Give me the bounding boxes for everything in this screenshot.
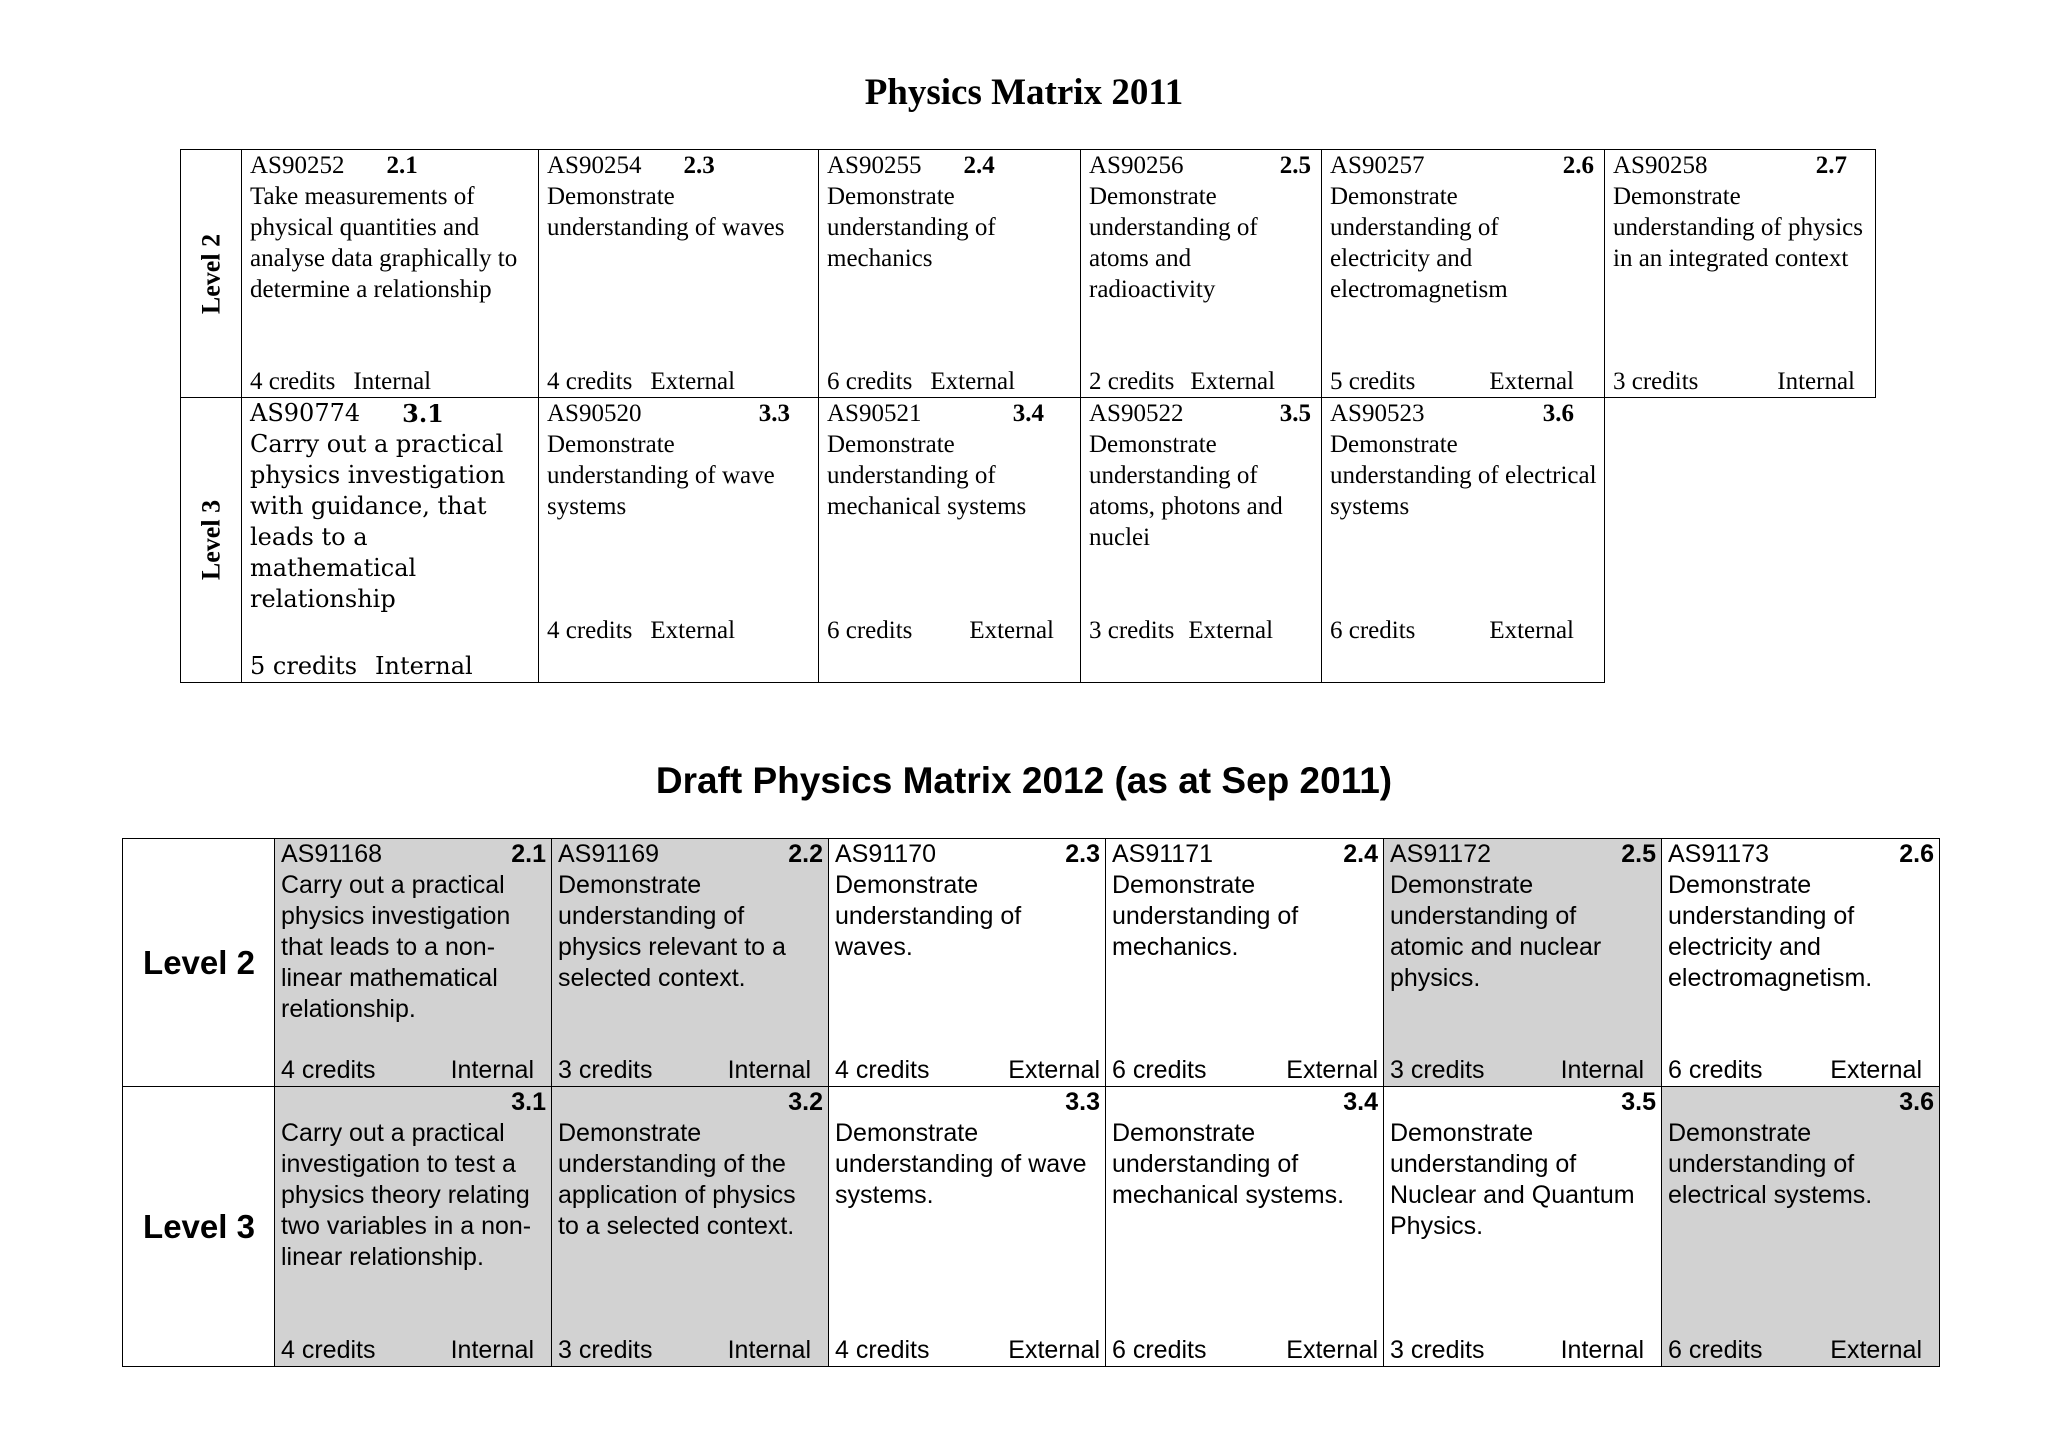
page-title-2011: Physics Matrix 2011	[864, 72, 1184, 113]
standard-cell	[1384, 1087, 1662, 1367]
standard-credits: 2 credits	[1089, 368, 1175, 395]
standard-cell	[539, 150, 819, 398]
standard-description: Demonstrate understanding of mechanics	[827, 183, 996, 272]
standard-credits: 4 credits	[250, 368, 336, 395]
standard-credits: 4 credits	[547, 368, 633, 395]
standard-cell	[1384, 839, 1662, 1087]
standard-code: AS90254	[547, 152, 642, 179]
standard-code: AS91173	[1668, 840, 1770, 868]
standard-code: AS91172	[1390, 840, 1492, 868]
standard-credits: 6 credits	[1668, 1336, 1763, 1364]
table-row	[181, 398, 1876, 683]
standard-credits: 3 credits	[558, 1336, 653, 1364]
standard-assessment: Internal	[727, 1056, 811, 1084]
standard-number: 3.6	[1542, 400, 1574, 427]
standard-description: Demonstrate understanding of atoms, photons and nuclei	[1089, 431, 1283, 551]
standard-cell	[275, 839, 552, 1087]
standard-credits: 4 credits	[547, 617, 633, 644]
standard-description: Demonstrate understanding of electricity and electromagnetism.	[1668, 871, 1873, 992]
table-row	[123, 1087, 1940, 1367]
standard-cell	[1605, 150, 1876, 398]
standard-number: 2.5	[1621, 840, 1656, 868]
standard-credits: 3 credits	[1089, 617, 1175, 644]
standard-credits: 4 credits	[281, 1056, 376, 1084]
standard-credits: 6 credits	[827, 617, 913, 644]
standard-assessment: External	[930, 368, 1016, 395]
level-label: Level 3	[181, 398, 242, 683]
standard-credits: 6 credits	[1330, 617, 1416, 644]
standard-cell	[275, 1087, 552, 1367]
standard-assessment: Internal	[450, 1056, 534, 1084]
standard-assessment: External	[1008, 1336, 1100, 1364]
standard-code: AS90257	[1330, 152, 1425, 179]
standard-cell	[829, 839, 1106, 1087]
standard-credits: 4 credits	[835, 1056, 930, 1084]
standard-code: AS90255	[827, 152, 922, 179]
page-title-2012: Draft Physics Matrix 2012 (as at Sep 2011)	[655, 760, 1393, 801]
standard-credits: 6 credits	[1112, 1056, 1207, 1084]
table-row	[123, 839, 1940, 1087]
standard-credits: 6 credits	[827, 368, 913, 395]
standard-credits: 3 credits	[1390, 1056, 1485, 1084]
standard-credits: 4 credits	[835, 1336, 930, 1364]
standard-code: AS91168	[281, 840, 383, 868]
standard-code: AS90520	[547, 400, 642, 427]
standard-assessment: External	[969, 617, 1054, 644]
standard-assessment: Internal	[1560, 1056, 1644, 1084]
standard-assessment: Internal	[450, 1336, 534, 1364]
standard-credits: 3 credits	[558, 1056, 653, 1084]
matrix-2011-table	[180, 149, 1876, 683]
standard-code: AS91170	[835, 840, 937, 868]
level-label: Level 3	[123, 1087, 275, 1367]
standard-cell	[1662, 1087, 1940, 1367]
standard-assessment: External	[1489, 617, 1574, 644]
empty-cell	[1605, 398, 1876, 683]
standard-cell	[242, 150, 539, 398]
standard-assessment: External	[1188, 617, 1274, 644]
standard-number: 3.4	[1343, 1088, 1378, 1116]
standard-cell	[1106, 839, 1384, 1087]
standard-cell	[1322, 398, 1605, 683]
standard-description: Demonstrate understanding of the application of physics to a selected context.	[558, 1119, 796, 1240]
standard-description: Demonstrate understanding of electrical systems	[1330, 431, 1597, 520]
level-label: Level 2	[123, 839, 275, 1087]
standard-number: 3.1	[402, 399, 444, 428]
standard-number: 2.5	[1279, 152, 1311, 179]
standard-number: 3.1	[511, 1088, 546, 1116]
standard-credits: 3 credits	[1390, 1336, 1485, 1364]
standard-assessment: External	[650, 368, 736, 395]
level-label: Level 2	[181, 150, 242, 398]
standard-credits: 3 credits	[1613, 368, 1699, 395]
standard-cell	[242, 398, 539, 683]
standard-number: 2.6	[1562, 152, 1594, 179]
matrix-2012-table	[122, 838, 1940, 1367]
standard-code: AS90523	[1330, 400, 1425, 427]
standard-description: Carry out a practical investigation to test a physics theory relating two variables in a non-linear relationship.	[281, 1119, 532, 1271]
standard-cell	[1322, 150, 1605, 398]
standard-description: Demonstrate understanding of electricity and electromagnetism	[1330, 183, 1508, 303]
standard-description: Demonstrate understanding of mechanics.	[1112, 871, 1299, 961]
standard-description: Carry out a practical physics investigation that leads to a non-linear mathematical relationship.	[281, 871, 511, 1023]
standard-description: Demonstrate understanding of mechanical systems.	[1112, 1119, 1345, 1209]
standard-assessment: Internal	[375, 652, 473, 680]
standard-code: AS90252	[250, 152, 345, 179]
standard-number: 2.4	[963, 152, 995, 179]
standard-assessment: External	[1830, 1056, 1922, 1084]
standard-assessment: External	[1286, 1056, 1378, 1084]
standard-description: Demonstrate understanding of atoms and radioactivity	[1089, 183, 1258, 303]
standard-number: 2.1	[511, 840, 546, 868]
standard-credits: 6 credits	[1112, 1336, 1207, 1364]
standard-cell	[819, 398, 1081, 683]
standard-number: 3.5	[1621, 1088, 1656, 1116]
standard-cell	[1081, 398, 1322, 683]
standard-number: 3.2	[788, 1088, 823, 1116]
standard-description: Demonstrate understanding of mechanical systems	[827, 431, 1027, 520]
standard-code: AS90522	[1089, 400, 1184, 427]
standard-code: AS90258	[1613, 152, 1708, 179]
standard-cell	[1662, 839, 1940, 1087]
standard-code: AS90256	[1089, 152, 1184, 179]
standard-cell	[539, 398, 819, 683]
standard-credits: 5 credits	[250, 652, 358, 680]
standard-cell	[829, 1087, 1106, 1367]
standard-description: Demonstrate understanding of physics relevant to a selected context.	[558, 871, 786, 992]
standard-number: 3.5	[1279, 400, 1311, 427]
standard-code: AS91169	[558, 840, 660, 868]
standard-number: 2.7	[1815, 152, 1847, 179]
standard-number: 2.4	[1343, 840, 1378, 868]
standard-number: 2.2	[788, 840, 823, 868]
standard-cell	[819, 150, 1081, 398]
standard-description: Demonstrate understanding of waves.	[835, 871, 1022, 961]
standard-assessment: External	[1489, 368, 1574, 395]
table-row	[181, 150, 1876, 398]
standard-credits: 4 credits	[281, 1336, 376, 1364]
standard-assessment: External	[1286, 1336, 1378, 1364]
standard-cell	[552, 1087, 829, 1367]
standard-description: Take measurements of physical quantities and analyse data graphically to determine a relationship	[250, 183, 518, 303]
standard-description: Demonstrate understanding of electrical systems.	[1668, 1119, 1873, 1209]
standard-number: 2.6	[1899, 840, 1934, 868]
standard-number: 2.1	[386, 152, 418, 179]
standard-number: 3.4	[1012, 400, 1044, 427]
standard-number: 3.3	[758, 400, 790, 427]
standard-assessment: External	[650, 617, 736, 644]
standard-cell	[1106, 1087, 1384, 1367]
standard-description: Demonstrate understanding of wave systems	[547, 431, 775, 520]
standard-code: AS90521	[827, 400, 922, 427]
standard-assessment: Internal	[353, 368, 432, 395]
standard-number: 2.3	[683, 152, 715, 179]
standard-cell	[1081, 150, 1322, 398]
standard-assessment: Internal	[1560, 1336, 1644, 1364]
standard-assessment: External	[1008, 1056, 1100, 1084]
standard-description: Demonstrate understanding of waves	[547, 183, 785, 241]
standard-description: Demonstrate understanding of atomic and nuclear physics.	[1390, 871, 1602, 992]
standard-assessment: Internal	[1777, 368, 1855, 395]
standard-description: Demonstrate understanding of physics in an integrated context	[1613, 183, 1863, 272]
standard-number: 2.3	[1065, 840, 1100, 868]
standard-description: Demonstrate understanding of wave systems.	[835, 1119, 1087, 1209]
standard-description: Carry out a practical physics investigation with guidance, that leads to a mathematical relationship	[250, 430, 506, 613]
standard-code: AS91171	[1112, 840, 1214, 868]
standard-cell	[552, 839, 829, 1087]
standard-assessment: External	[1190, 368, 1276, 395]
standard-number: 3.3	[1065, 1088, 1100, 1116]
standard-code: AS90774	[250, 399, 361, 427]
standard-assessment: Internal	[727, 1336, 811, 1364]
standard-credits: 5 credits	[1330, 368, 1416, 395]
standard-assessment: External	[1830, 1336, 1922, 1364]
standard-number: 3.6	[1899, 1088, 1934, 1116]
standard-credits: 6 credits	[1668, 1056, 1763, 1084]
standard-description: Demonstrate understanding of Nuclear and Quantum Physics.	[1390, 1119, 1635, 1240]
